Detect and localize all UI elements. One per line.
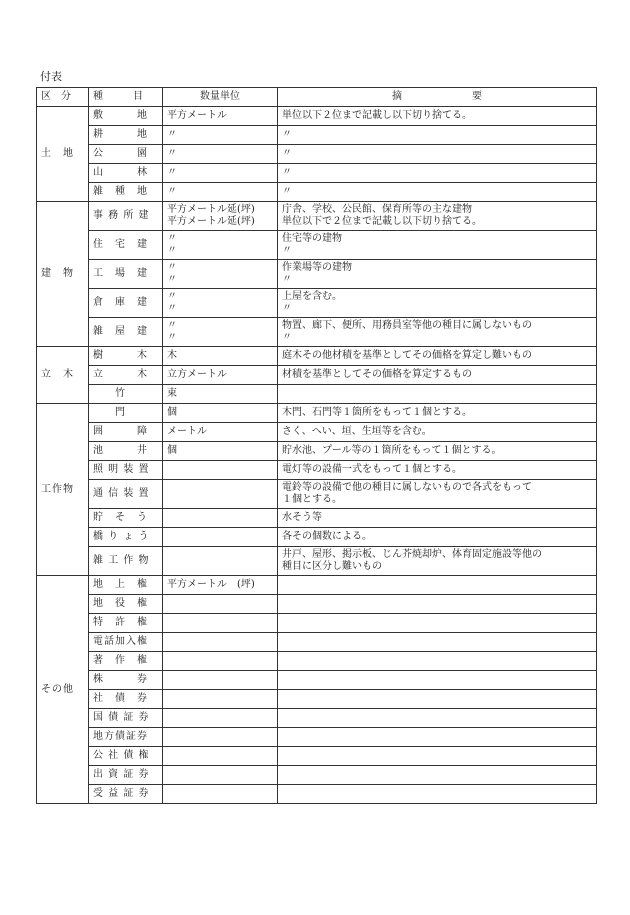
table-row (37, 164, 597, 183)
item-cell: 受 益 証 券 (89, 785, 163, 804)
item-cell: 照 明 装 置 (89, 461, 163, 480)
item-cell: 社 債 券 (89, 690, 163, 709)
summary-cell: 電鈴等の設備で他の種目に属しないもので各式をもって １個とする。 (278, 480, 597, 509)
item-cell: 特 許 権 (89, 614, 163, 633)
summary-cell: 〃 (278, 164, 597, 183)
table-row (37, 480, 597, 509)
summary-cell: 〃 (278, 183, 597, 202)
table-row (37, 423, 597, 442)
table-row (37, 461, 597, 480)
unit-cell (163, 461, 278, 480)
summary-cell (278, 652, 597, 671)
table-row (37, 652, 597, 671)
table-row (37, 347, 597, 366)
item-cell: 事 務 所 建 (89, 202, 163, 231)
summary-cell: 各その個数による。 (278, 528, 597, 547)
item-cell: 耕 地 (89, 126, 163, 145)
summary-cell: 庁舎、学校、公民館、保育所等の主な建物 単位以下で２位まで記載し以下切り捨てる。 (278, 202, 597, 231)
unit-cell: 〃 〃 (163, 231, 278, 260)
table-row (37, 183, 597, 202)
unit-cell (163, 766, 278, 785)
unit-cell: 個 (163, 442, 278, 461)
item-cell: 住 宅 建 (89, 231, 163, 260)
summary-cell: 住宅等の建物 〃 (278, 231, 597, 260)
item-cell: 門 (89, 404, 163, 423)
table-row (37, 145, 597, 164)
table-row (37, 766, 597, 785)
item-cell: 雑 種 地 (89, 183, 163, 202)
unit-cell: 立方メートル (163, 366, 278, 385)
summary-cell: 〃 (278, 145, 597, 164)
header-item: 種 目 (89, 88, 163, 107)
unit-cell (163, 785, 278, 804)
summary-cell (278, 614, 597, 633)
summary-cell (278, 671, 597, 690)
category-cell: その他 (37, 576, 89, 804)
item-cell: 工 場 建 (89, 260, 163, 289)
unit-cell (163, 728, 278, 747)
table-row (37, 385, 597, 404)
table-row (37, 202, 597, 231)
table-row (37, 366, 597, 385)
table-body (37, 107, 597, 804)
item-cell: 貯 そ う (89, 509, 163, 528)
unit-cell: 〃 (163, 126, 278, 145)
unit-cell: 平方メートル (坪) (163, 576, 278, 595)
summary-cell: 作業場等の建物 〃 (278, 260, 597, 289)
unit-cell (163, 747, 278, 766)
table-row (37, 528, 597, 547)
unit-cell (163, 547, 278, 576)
table-row (37, 231, 597, 260)
unit-cell: 〃 (163, 183, 278, 202)
unit-cell (163, 480, 278, 509)
summary-cell: 井戸、屋形、掲示板、じん芥焼却炉、体育固定施設等他の 種目に区分し難いもの (278, 547, 597, 576)
header-unit: 数量単位 (163, 88, 278, 107)
table-caption: 付表 (40, 70, 62, 83)
item-cell: 出 資 証 券 (89, 766, 163, 785)
item-cell: 池 井 (89, 442, 163, 461)
table-row (37, 126, 597, 145)
item-cell: 立 木 (89, 366, 163, 385)
unit-cell: 〃 〃 (163, 289, 278, 318)
unit-cell (163, 690, 278, 709)
summary-cell (278, 690, 597, 709)
unit-cell: 〃 〃 (163, 260, 278, 289)
summary-cell (278, 785, 597, 804)
unit-cell: 〃 (163, 164, 278, 183)
summary-cell: 上屋を含む。 〃 (278, 289, 597, 318)
table-row (37, 747, 597, 766)
unit-cell: 〃 (163, 145, 278, 164)
summary-cell (278, 595, 597, 614)
summary-cell: 単位以下２位まで記載し以下切り捨てる。 (278, 107, 597, 126)
unit-cell (163, 671, 278, 690)
table-row (37, 595, 597, 614)
item-cell: 倉 庫 建 (89, 289, 163, 318)
unit-cell: 木 (163, 347, 278, 366)
summary-cell: 物置、廊下、便所、用務員室等他の種目に属しないもの 〃 (278, 318, 597, 347)
item-cell: 電話加入権 (89, 633, 163, 652)
summary-cell (278, 728, 597, 747)
item-cell: 地方債証券 (89, 728, 163, 747)
summary-cell (278, 576, 597, 595)
summary-cell: さく、へい、垣、生垣等を含む。 (278, 423, 597, 442)
item-cell: 地 上 権 (89, 576, 163, 595)
appendix-table (36, 87, 597, 804)
item-cell: 株 券 (89, 671, 163, 690)
table-row (37, 709, 597, 728)
item-cell: 著 作 権 (89, 652, 163, 671)
item-cell: 樹 木 (89, 347, 163, 366)
table-row (37, 671, 597, 690)
table-row (37, 260, 597, 289)
item-cell: 山 林 (89, 164, 163, 183)
item-cell: 地 役 権 (89, 595, 163, 614)
table-row (37, 728, 597, 747)
category-cell: 立 木 (37, 347, 89, 404)
item-cell: 国 債 証 券 (89, 709, 163, 728)
category-cell: 建 物 (37, 202, 89, 347)
item-cell: 公 社 債 権 (89, 747, 163, 766)
unit-cell (163, 633, 278, 652)
table-header (37, 88, 597, 107)
unit-cell: 束 (163, 385, 278, 404)
category-cell: 工作物 (37, 404, 89, 576)
item-cell: 敷 地 (89, 107, 163, 126)
unit-cell: メートル (163, 423, 278, 442)
table-row (37, 442, 597, 461)
header-category: 区 分 (37, 88, 89, 107)
item-cell: 竹 (89, 385, 163, 404)
table-row (37, 614, 597, 633)
unit-cell: 平方メートル (163, 107, 278, 126)
unit-cell (163, 528, 278, 547)
unit-cell (163, 595, 278, 614)
item-cell: 通 信 装 置 (89, 480, 163, 509)
unit-cell: 個 (163, 404, 278, 423)
unit-cell (163, 652, 278, 671)
table-row (37, 509, 597, 528)
table-row (37, 690, 597, 709)
summary-cell: 水そう等 (278, 509, 597, 528)
item-cell: 囲 障 (89, 423, 163, 442)
table-row (37, 107, 597, 126)
table-row (37, 289, 597, 318)
summary-cell: 貯水池、プール等の１箇所をもって１個とする。 (278, 442, 597, 461)
unit-cell (163, 709, 278, 728)
summary-cell: 〃 (278, 126, 597, 145)
item-cell: 公 園 (89, 145, 163, 164)
table-row (37, 318, 597, 347)
summary-cell (278, 747, 597, 766)
table-row (37, 404, 597, 423)
summary-cell: 木門、石門等１箇所をもって１個とする。 (278, 404, 597, 423)
summary-cell (278, 633, 597, 652)
header-summary: 摘 要 (278, 88, 597, 107)
summary-cell: 材積を基準としてその価格を算定するもの (278, 366, 597, 385)
table-row (37, 547, 597, 576)
summary-cell: 電灯等の設備一式をもって１個とする。 (278, 461, 597, 480)
table-row (37, 633, 597, 652)
category-cell: 土 地 (37, 107, 89, 202)
table-row (37, 576, 597, 595)
item-cell: 橋 り ょ う (89, 528, 163, 547)
unit-cell: 平方メートル延(坪) 平方メートル延(坪) (163, 202, 278, 231)
unit-cell: 〃 〃 (163, 318, 278, 347)
table-row (37, 785, 597, 804)
item-cell: 雑 屋 建 (89, 318, 163, 347)
summary-cell (278, 385, 597, 404)
summary-cell (278, 709, 597, 728)
summary-cell: 庭木その他材積を基準としてその価格を算定し難いもの (278, 347, 597, 366)
unit-cell (163, 614, 278, 633)
unit-cell (163, 509, 278, 528)
summary-cell (278, 766, 597, 785)
item-cell: 雑 工 作 物 (89, 547, 163, 576)
